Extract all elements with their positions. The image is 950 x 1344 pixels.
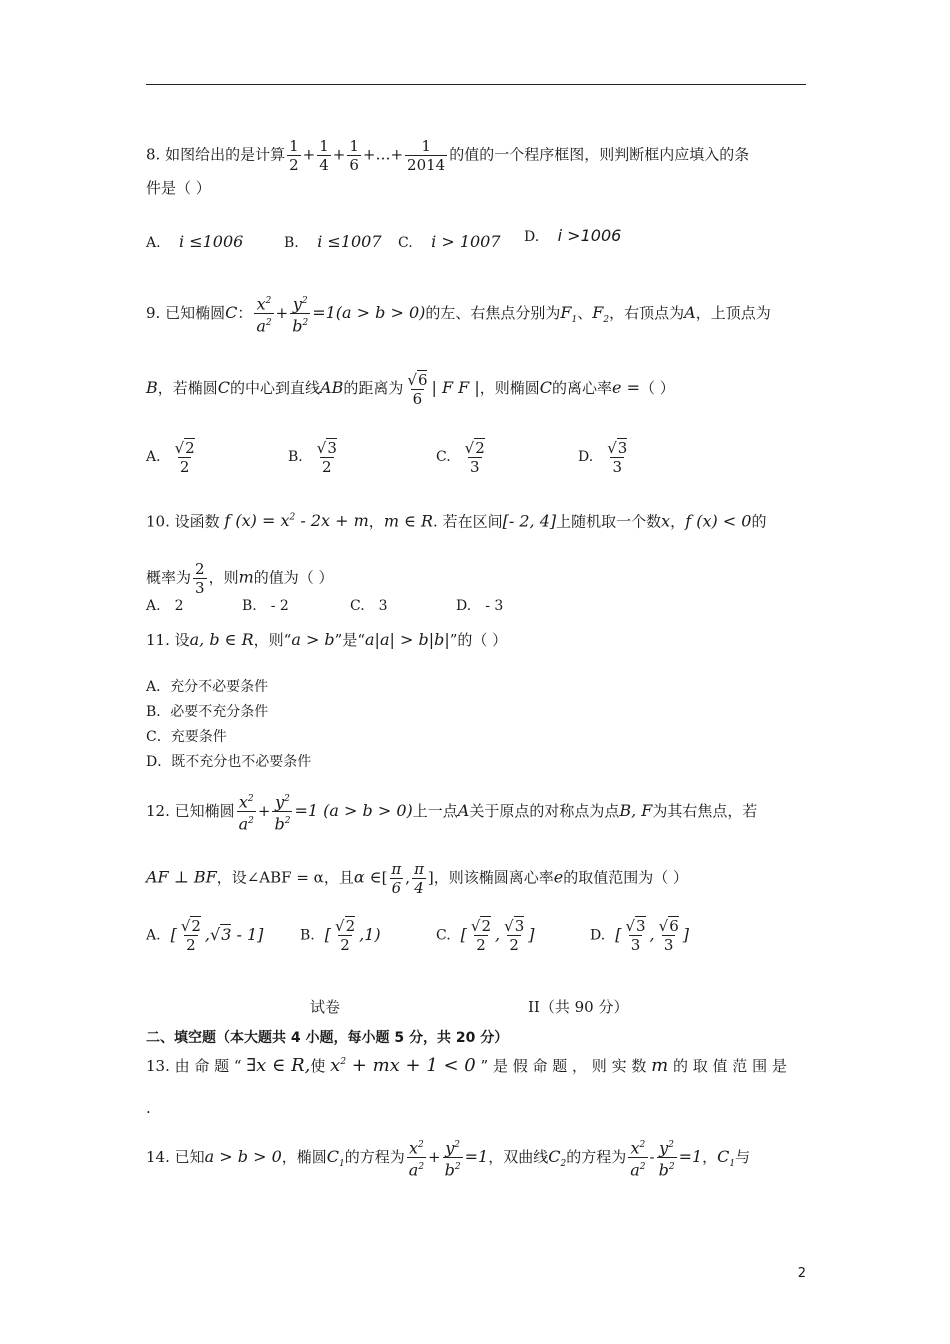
q12-option-d[interactable]: D. [ $\frac{√3}{3}$ , $\frac{√6}{3}$ ] bbox=[590, 917, 689, 954]
q9-option-b[interactable]: B. $\frac{√3}{2}$ bbox=[288, 439, 337, 476]
header-rule bbox=[146, 84, 806, 85]
q8-frac1: $\frac{1}{2}$ bbox=[289, 137, 299, 174]
q8-frac2: $\frac{1}{4}$ bbox=[319, 137, 329, 174]
q11-option-a[interactable]: A．充分不必要条件 bbox=[146, 679, 269, 695]
q11-option-c[interactable]: C．充要条件 bbox=[146, 729, 227, 745]
q9-line1: 9. 已知椭圆C： $\frac{x^2}{a^2}$ + $\frac{y^2}{b^2}$ =1(a > b > 0)的左、右焦点分别为$F_1$、$F_2$，右顶点为A，上顶点为 bbox=[146, 292, 771, 336]
q12-line2: AF ⊥ BF，设∠ABF = α，且α ∈[ $\frac{\pi}{6}$ , $\frac{\pi}{4}$ ]，则该椭圆离心率e的取值范围为（ ） bbox=[146, 860, 689, 897]
q12-line1: 12. 已知椭圆 $\frac{x^2}{a^2}$ + $\frac{y^2}{b^2}$ =1 (a > b > 0)上一点A关于原点的对称点为点B, F为其右焦点，若 bbox=[146, 792, 758, 834]
q8-option-d[interactable]: D. i >1006 bbox=[524, 226, 622, 245]
part2-right: II（共 90 分） bbox=[528, 998, 629, 1016]
page-number: 2 bbox=[797, 1266, 806, 1281]
q8-line2: 件是（ ） bbox=[146, 179, 211, 197]
q10-option-b[interactable]: B. - 2 bbox=[242, 598, 289, 614]
q8-dots: +…+ bbox=[362, 145, 404, 164]
section2-heading: 二、填空题（本大题共 4 小题，每小题 5 分，共 20 分） bbox=[146, 1030, 509, 1046]
q12-option-c[interactable]: C. [ $\frac{√2}{2}$ , $\frac{√3}{2}$ ] bbox=[436, 917, 535, 954]
q10-line2: 概率为 $\frac{2}{3}$ ，则m的值为（ ） bbox=[146, 560, 334, 597]
q9-line2: B，若椭圆C的中心到直线AB的距离为 $\frac{√6}{6}$ | F F |，则椭圆C的离心率e =（ ） bbox=[146, 371, 675, 408]
q11-line1: 11. 设a, b ∈ R，则“a > b”是“a|a| > b|b|”的（ ） bbox=[146, 630, 508, 649]
q9-frac-y: $\frac{y^2}{b^2}$ bbox=[292, 294, 309, 336]
q12-option-b[interactable]: B. [ $\frac{√2}{2}$ ,1) bbox=[300, 917, 381, 954]
q8-prefix: 8. 如图给出的是计算 bbox=[146, 145, 286, 164]
part2-left: 试卷 bbox=[310, 998, 341, 1016]
q11-option-d[interactable]: D．既不充分也不必要条件 bbox=[146, 754, 312, 770]
q9-option-d[interactable]: D. $\frac{√3}{3}$ bbox=[578, 439, 628, 476]
q8-suffix: 的值的一个程序框图，则判断框内应填入的条 bbox=[449, 145, 750, 164]
q8-option-b[interactable]: B. i ≤1007 bbox=[284, 232, 382, 251]
q8-frac3: $\frac{1}{6}$ bbox=[349, 137, 359, 174]
q9-frac-x: $\frac{x^2}{a^2}$ bbox=[256, 294, 272, 336]
q13-line1: 13. 由 命 题 “ ∃x ∈ R,使 $x^2$ + mx + 1 < 0 ” 是 假 命 题 ， 则 实 数 m 的 取 值 范 围 是 bbox=[146, 1055, 787, 1076]
q9-option-c[interactable]: C. $\frac{√2}{3}$ bbox=[436, 439, 485, 476]
q11-option-b[interactable]: B．必要不充分条件 bbox=[146, 704, 269, 720]
q9-distance-frac: $\frac{√6}{6}$ bbox=[407, 371, 428, 408]
q10-option-d[interactable]: D. - 3 bbox=[456, 598, 504, 614]
q9-option-a[interactable]: A. $\frac{√2}{2}$ bbox=[146, 439, 195, 476]
q8-line1: 8. 如图给出的是计算 $\frac{1}{2}$ + $\frac{1}{4}$ + $\frac{1}{6}$ +…+ $\frac{1}{2014}$ 的值的一个程序框图，则判断框内应填入的条 bbox=[146, 137, 750, 174]
q14-line1: 14. 已知a > b > 0，椭圆$C_1$的方程为 $\frac{x^2}{a^2}$ + $\frac{y^2}{b^2}$ =1，双曲线$C_2$的方程为 $\frac{x^2}{a^2}$ - $\frac{y^2}{b^2}$ =1，$C_1$与 bbox=[146, 1138, 751, 1180]
q10-line1: 10. 设函数 f $(x) = x^2 - 2x + m$，m ∈ R. 若在区间[- 2, 4]上随机取一个数x，f (x) < 0的 bbox=[146, 511, 767, 531]
q8-option-a[interactable]: A. i ≤1006 bbox=[146, 232, 244, 251]
q10-option-a[interactable]: A. 2 bbox=[146, 598, 184, 614]
q13-dot: . bbox=[146, 1099, 151, 1117]
q12-option-a[interactable]: A. [ $\frac{√2}{2}$ ,√3 - 1] bbox=[146, 917, 264, 954]
q8-frac4: $\frac{1}{2014}$ bbox=[407, 137, 446, 174]
q10-option-c[interactable]: C. 3 bbox=[350, 598, 388, 614]
q8-option-c[interactable]: C. i > 1007 bbox=[398, 232, 501, 251]
